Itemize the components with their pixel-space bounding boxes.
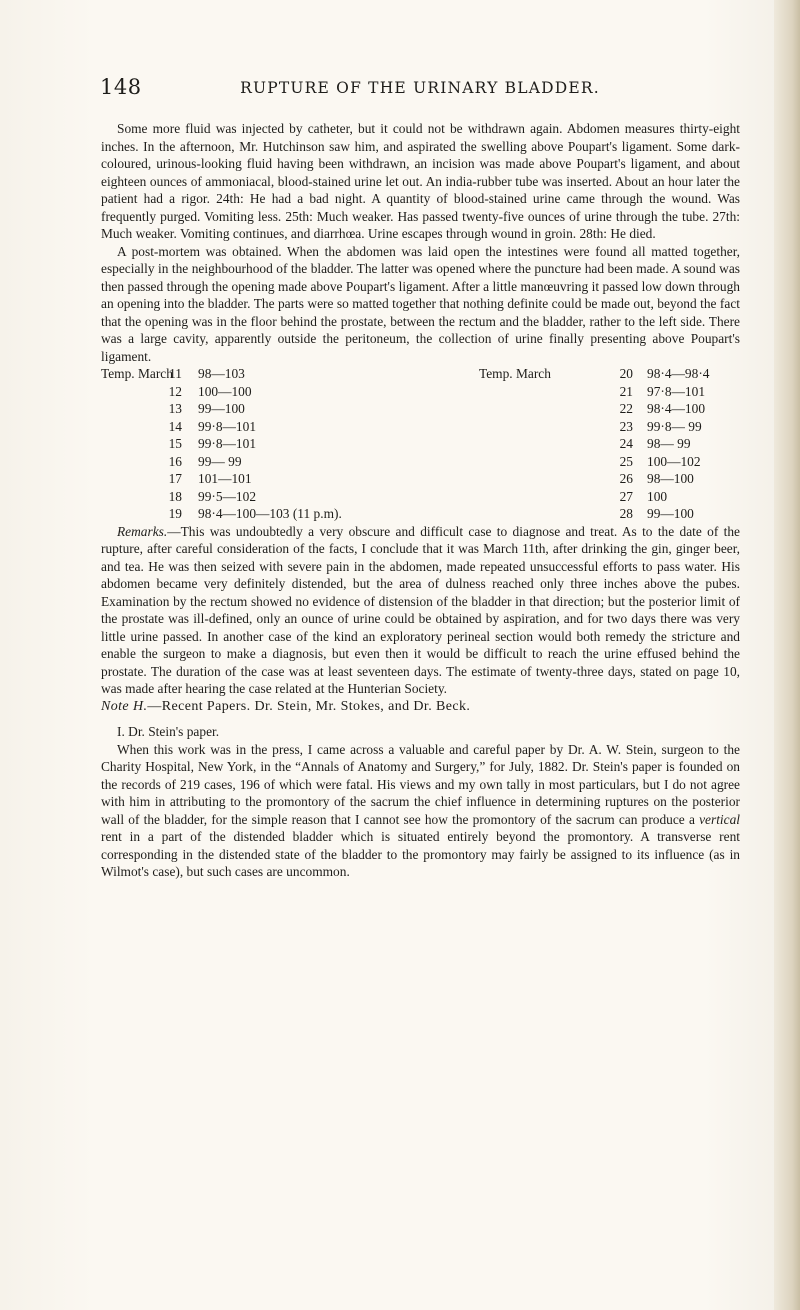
temp-row [101,365,740,383]
temp-row [101,488,740,506]
temp-row [101,400,740,418]
stein-text-2: rent in a part of the distended bladder which is situated entirely beyond the promontory. A transverse rent corresponding in the distended state of the bladder to the promontory may fairly be assigned to its influence (as in Wilmot's case), but such cases are uncommon. [101,829,740,879]
temp-value: 100—100 [198,383,252,399]
temp-value: 99·8— 99 [647,418,702,434]
temp-value: 99·8—101 [198,436,257,451]
temp-day: 18 [168,488,182,504]
temp-value: 99·8—101 [198,418,257,434]
temp-day: 19 [168,506,182,521]
temp-value: 98·4—100 [647,401,706,416]
temp-row [101,453,740,471]
temp-day: 16 [168,453,182,469]
note-label: Note H. [101,698,148,714]
temp-value: 98·4—98·4 [647,366,710,381]
stein-heading: I. Dr. Stein's paper. [117,724,220,739]
temp-value: 98·4—100—103 (11 p.m). [198,506,342,521]
temp-day: 11 [169,366,182,381]
page-edge [774,0,800,1310]
temperature-table [101,365,740,505]
temp-value: 99— 99 [198,453,242,469]
temp-value: 99·5—102 [198,488,257,504]
temp-value: 99—100 [198,401,245,416]
temperature-table-last-row [101,505,740,523]
remarks-label: Remarks. [117,523,168,539]
temp-value: 99—100 [647,506,694,521]
body-text [101,120,740,881]
temp-value: 100 [647,488,668,504]
temp-day: 22 [619,401,633,416]
remarks-text: —This was undoubtedly a very obscure and difficult case to diagnose and treat. As to the date of the rupture, after careful consideration of the facts, I conclude that it was March 11th, after drinking the gin, ginger beer, and tea. He was then seized with severe pain in the abdomen, made repeated unsuccessful efforts to pass water. His abdomen became very definitely distended, but the area of dulness reached only three inches above the pubes. Examination by the rectum showed no evidence of distension of the bladder in that direction; but the posterior limit of the prostate was ill-defined, only an ounce of urine could be obtained by aspiration, and for two days there was very little urine passed. In another case of the kind an exploratory perineal section would both remedy the stricture and enable the surgeon to make a diagnosis, but even then it would be difficult to reach the urine effused behind the prostate. The duration of the case was at least seventeen days. The estimate of twenty-three days, stated on page 10, was made after hearing the case related at the Hunterian Society. [101,523,740,696]
page-number: 148 [100,75,142,99]
remarks-paragraph [101,523,740,698]
temp-day: 27 [619,488,633,504]
temp-label: Temp. March [101,366,173,381]
temp-day: 13 [168,401,182,416]
case-paragraph-1: Some more fluid was injected by catheter, but it could not be withdrawn again. Abdomen measures thirty-eight inches. In the afternoon, Mr. Hutchinson saw him, and aspirated the swelling above Poupart's ligament. Some dark-coloured, urinous-looking fluid having been withdrawn, an incision was made above Poupart's ligament, and about eighteen ounces of ammoniacal, blood-stained urine let out. An india-rubber tube was inserted. About an hour later the patient had a rigor. 24th: He had a bad night. A quantity of blood-stained urine came through the wound. Was frequently purged. Vomiting less. 25th: Much weaker. Has passed twenty-five ounces of urine through the tube. 27th: Much weaker. Vomiting continues, and diarrhœa. Urine escapes through wound in groin. 28th: He died. [101,121,740,241]
temp-label: Temp. March [479,366,551,381]
temp-value: 98— 99 [647,436,691,451]
temp-day: 28 [619,506,633,521]
temp-value: 101—101 [198,471,252,486]
page-header [100,75,740,105]
temp-day: 26 [619,471,633,486]
case-paragraph-2: A post-mortem was obtained. When the abdomen was laid open the intestines were found all matted together, especially in the neighbourhood of the bladder. The latter was opened where the puncture had been made. A sound was then passed through the opening made above Poupart's ligament. After a little manœuvring it passed low down through an opening into the bladder. The parts were so matted together that nothing definite could be made out, beyond the fact that the opening was in the floor behind the prostate, between the rectum and the bladder, rather to the left side. There was a large cavity, apparently outside the peritoneum, the collection of urine finally presenting above Poupart's ligament. [101,243,740,364]
stein-paragraph [101,741,740,881]
temp-day: 21 [619,383,633,399]
stein-text-1: When this work was in the press, I came across a valuable and careful paper by Dr. A. W. Stein, surgeon to the Charity Hospital, New York, in the “Annals of Anatomy and Surgery,” for July, 1882. Dr. Stein's paper is founded on the records of 219 cases, 196 of which were fatal. His views and my own tally in most particulars, but I do not agree with him in attributing to the promontory of the sacrum the chief influence in determining ruptures on the posterior wall of the bladder, for the simple reason that I cannot see how the promontory of the sacrum can produce a [101,741,740,827]
stein-italic: vertical [699,811,740,827]
temp-row [101,505,740,523]
temp-day: 12 [168,383,182,399]
note-heading [101,698,740,716]
temp-value: 97·8—101 [647,383,706,399]
temp-value: 98—103 [198,366,245,381]
temp-row [101,418,740,436]
temp-day: 17 [168,471,182,486]
note-title: —Recent Papers. Dr. Stein, Mr. Stokes, and Dr. Beck. [147,698,471,714]
running-title: RUPTURE OF THE URINARY BLADDER. [240,79,600,97]
temp-value: 98—100 [647,471,694,486]
temp-day: 25 [619,453,633,469]
temp-value: 100—102 [647,453,701,469]
temp-row [101,383,740,401]
temp-day: 24 [619,436,633,451]
temp-day: 15 [168,436,182,451]
temp-day: 14 [168,418,182,434]
temp-row [101,470,740,488]
temp-row [101,435,740,453]
temp-day: 23 [619,418,633,434]
temp-day: 20 [619,366,633,381]
